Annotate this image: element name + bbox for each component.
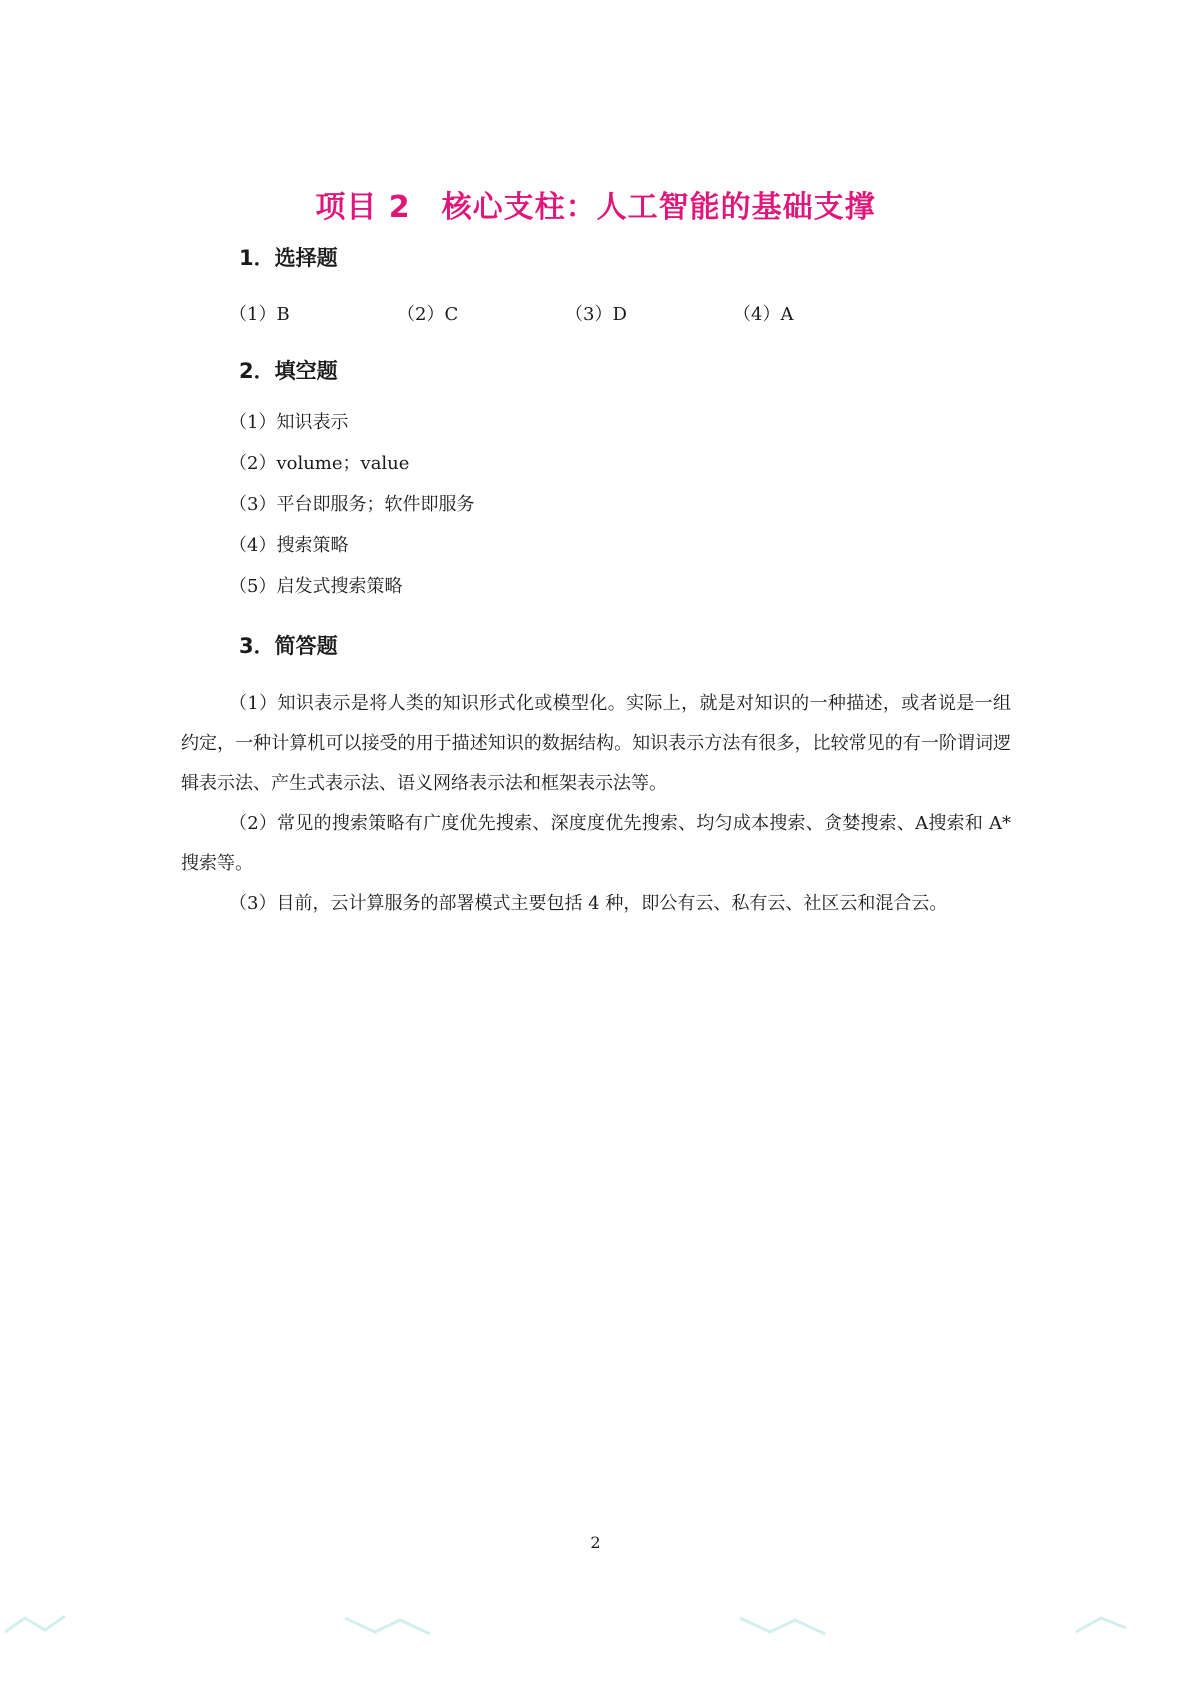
fill-answer-4: （4）搜索策略 xyxy=(229,535,349,556)
choice-answers xyxy=(229,300,929,326)
choice-answer-3: （3）D xyxy=(565,304,627,325)
fill-answer-1: （1）知识表示 xyxy=(229,412,349,433)
page-number: 2 xyxy=(590,1533,601,1552)
fill-answers xyxy=(229,410,474,615)
watermark-logo-icon xyxy=(340,1610,460,1640)
fill-answer-5: （5）启发式搜索策略 xyxy=(229,576,403,597)
short-answer-2: （2）常见的搜索策略有广度优先搜索、深度度优先搜索、均匀成本搜索、贪婪搜索、A搜索和 A*搜索等。 xyxy=(181,813,1011,874)
fill-answer-3: （3）平台即服务；软件即服务 xyxy=(229,494,475,515)
choice-answer-1: （1）B xyxy=(229,304,290,325)
choice-answer-2: （2）C xyxy=(397,304,459,325)
watermark-logo-icon xyxy=(1071,1610,1191,1640)
section-heading-short: 3．简答题 xyxy=(239,634,338,658)
short-answer-1: （1）知识表示是将人类的知识形式化或模型化。实际上，就是对知识的一种描述，或者说是一组约定，一种计算机可以接受的用于描述知识的数据结构。知识表示方法有很多，比较常见的有一阶谓词逻辑表示法、产生式表示法、语义网络表示法和框架表示法等。 xyxy=(181,693,1011,794)
page-title: 项目 2 核心支柱：人工智能的基础支撑 xyxy=(315,190,876,226)
short-answers xyxy=(181,684,1011,924)
short-answer-3: （3）目前，云计算服务的部署模式主要包括 4 种，即公有云、私有云、社区云和混合云。 xyxy=(229,893,948,914)
fill-answer-2: （2）volume；value xyxy=(229,453,410,474)
section-heading-fill: 2．填空题 xyxy=(239,359,338,383)
section-heading-choice: 1．选择题 xyxy=(239,246,338,270)
watermark-logo-icon xyxy=(0,1610,120,1640)
choice-answer-4: （4）A xyxy=(733,304,794,325)
watermark-logo-icon xyxy=(735,1610,855,1640)
